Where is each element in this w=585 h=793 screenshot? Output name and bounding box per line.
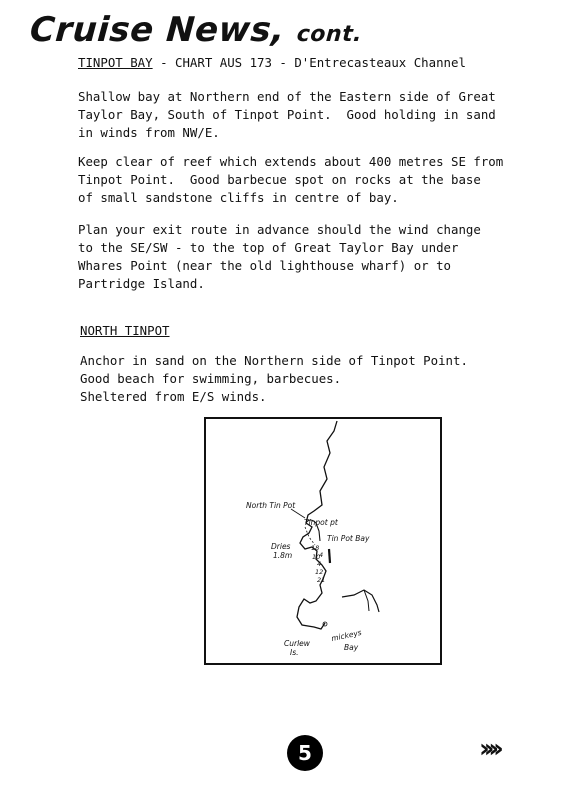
sounding-label: 4 [317,560,322,568]
coastline-drawing [206,419,440,663]
page-number: 5 [287,735,323,771]
sounding-label: 18 [311,544,320,552]
label-curlew-is: Is. [290,648,299,657]
label-north-tinpot: North Tin Pot [246,501,296,510]
text-line: Good beach for swimming, barbecues. [80,371,342,386]
sounding-label: 21 [317,576,326,584]
text-line: Partridge Island. [78,276,205,291]
label-dries-depth: 1.8m [273,551,293,560]
text-line: Shallow bay at Northern end of the Eastern side of Great [78,89,496,104]
sounding-label: 4 [319,551,324,559]
tinpot-heading-line [78,54,466,72]
north-tinpot-paragraph [80,352,468,406]
sounding-label: 10 [312,553,321,561]
text-line: Anchor in sand on the Northern side of Tinpot Point. [80,353,468,368]
text-line: Keep clear of reef which extends about 400 metres SE from [78,154,504,169]
label-dries: Dries [271,542,291,551]
heading-main: Cruise News, [28,10,287,50]
tinpot-paragraph-3 [78,221,481,293]
text-line: Whares Point (near the old lighthouse wharf) or to [78,258,451,273]
tinpot-paragraph-1 [78,88,496,142]
label-tinpot-bay: Tin Pot Bay [327,534,370,543]
label-curlew: Curlew [284,639,310,648]
label-mickeys-bay: Bay [344,643,359,652]
page-heading [29,10,364,50]
label-mickeys: mickeys [330,627,363,644]
tinpot-subtitle: - CHART AUS 173 - D'Entrecasteaux Channel [152,55,466,70]
tinpot-paragraph-2 [78,153,503,207]
text-line: Taylor Bay, South of Tinpot Point. Good holding in sand [78,107,496,122]
text-line: Plan your exit route in advance should the wind change [78,222,481,237]
label-tinpot-point: Tinpot pt [304,518,338,527]
text-line: of small sandstone cliffs in centre of bay. [78,190,399,205]
sounding-label: 12 [315,568,324,576]
text-line: to the SE/SW - to the top of Great Taylor Bay under [78,240,459,255]
text-line: Tinpot Point. Good barbecue spot on rocks at the base [78,172,481,187]
chart-sketch [204,417,442,665]
heading-suffix: cont. [295,22,363,47]
north-tinpot-title: NORTH TINPOT [80,323,170,338]
text-line: in winds from NW/E. [78,125,220,140]
text-line: Sheltered from E/S winds. [80,389,267,404]
tinpot-title: TINPOT BAY [78,55,153,70]
next-page-arrows-icon[interactable]: ›››› [479,734,498,764]
